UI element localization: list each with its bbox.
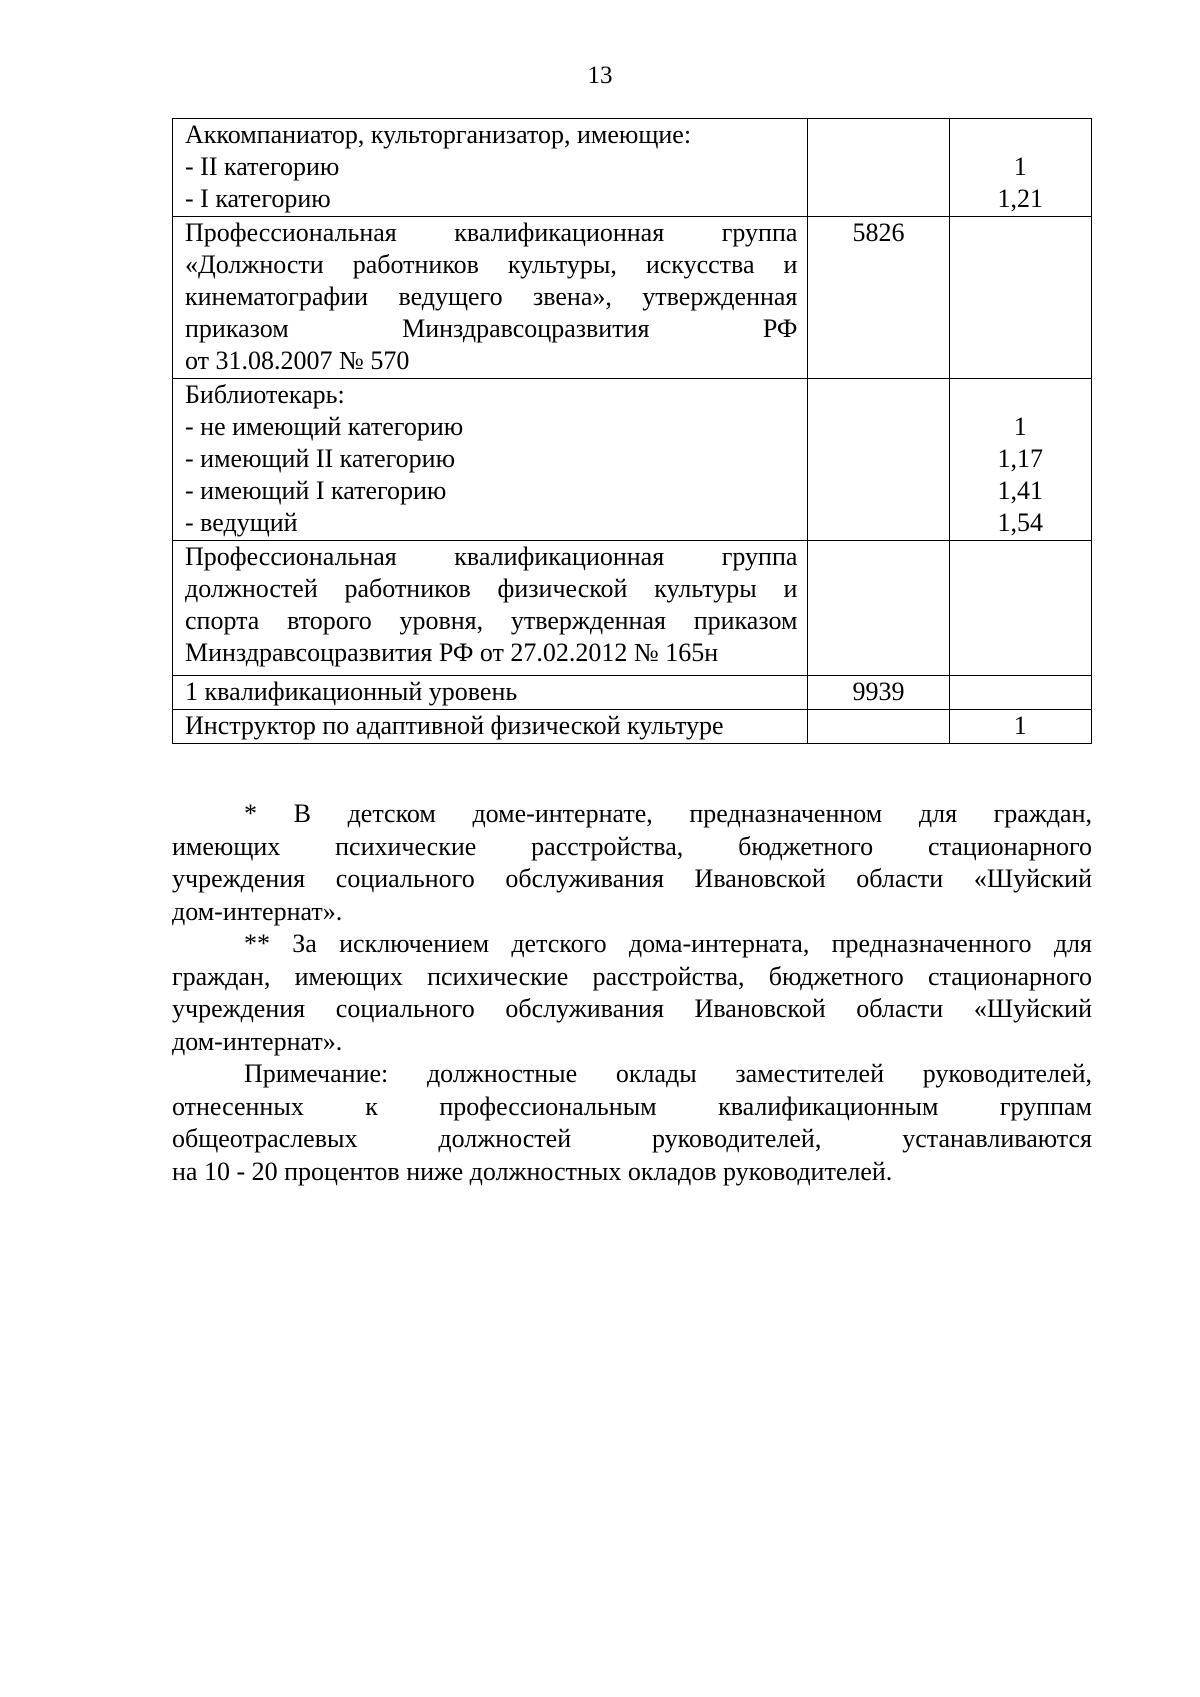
cell-line: Инструктор по адаптивной физической культуре — [185, 711, 724, 740]
salary-table — [172, 118, 1092, 744]
code-cell: 9939 — [808, 676, 949, 710]
coefficient-cell — [949, 119, 1091, 217]
cell-line: Минздравсоцразвития РФ от 27.02.2012 № 165н — [185, 638, 719, 667]
position-cell — [173, 710, 808, 744]
code-cell — [808, 119, 949, 217]
coefficient-cell — [949, 676, 1091, 710]
footnote-line: отнесенных к профессиональным квалификационным группам — [172, 1091, 1092, 1121]
position-cell — [173, 379, 808, 541]
cell-line: 1,41 — [997, 476, 1044, 505]
cell-line: Аккомпаниатор, культорганизатор, имеющие: — [185, 120, 692, 149]
position-cell — [173, 119, 808, 217]
cell-line: - I категорию — [185, 184, 331, 213]
footnotes — [172, 798, 1092, 1188]
coefficient-cell — [949, 217, 1091, 379]
cell-line: 1,54 — [997, 508, 1044, 537]
cell-line: «Должности работников культуры, искусства и — [185, 250, 798, 279]
footnote-line: граждан, имеющих психические расстройства, бюджетного стационарного — [172, 961, 1092, 991]
cell-line: 1,21 — [997, 184, 1044, 213]
group-cell — [173, 541, 808, 676]
page-number: 13 — [587, 62, 613, 89]
code-cell — [808, 541, 949, 676]
cell-line — [950, 379, 1091, 411]
footnote-line: дом-интернат». — [172, 1026, 343, 1056]
cell-line: - ведущий — [185, 508, 298, 537]
footnote-line: на 10 - 20 процентов ниже должностных окладов руководителей. — [172, 1156, 893, 1186]
cell-line: спорта второго уровня, утвержденная приказом — [185, 606, 798, 635]
table-row — [173, 710, 1092, 744]
cell-line: от 31.08.2007 № 570 — [185, 346, 410, 375]
cell-line: Профессиональная квалификационная группа — [185, 542, 798, 571]
cell-line: 1 — [1013, 412, 1027, 441]
cell-line: кинематографии ведущего звена», утвержденная — [185, 282, 798, 311]
cell-line: - не имеющий категорию — [185, 412, 464, 441]
cell-line: - II категорию — [185, 152, 340, 181]
cell-line: - имеющий I категорию — [185, 476, 447, 505]
footnote-double-asterisk — [172, 928, 1092, 1058]
footnote-line: учреждения социального обслуживания Ивановской области «Шуйский — [172, 994, 1092, 1023]
cell-line: - имеющий II категорию — [185, 444, 456, 473]
cell-line: 1 — [1013, 711, 1027, 740]
footnote-single-asterisk — [172, 798, 1092, 928]
cell-line: Библиотекарь: — [185, 380, 345, 409]
note-paragraph — [172, 1058, 1092, 1188]
cell-line: должностей работников физической культуры и — [185, 574, 798, 603]
footnote-line: имеющих психические расстройства, бюджетного стационарного — [172, 831, 1092, 861]
cell-line: 1,17 — [997, 444, 1044, 473]
footnote-line: общеотраслевых должностей руководителей, устанавливаются — [172, 1124, 1092, 1153]
coefficient-cell — [949, 710, 1091, 744]
footnote-line: * В детском доме-интернате, предназначенном для граждан, — [244, 799, 1092, 828]
code-cell: 5826 — [808, 217, 949, 379]
table-row — [173, 379, 1092, 541]
code-cell — [808, 379, 949, 541]
cell-line: 1 квалификационный уровень — [185, 677, 518, 706]
table-row — [173, 119, 1092, 217]
footnote-line: учреждения социального обслуживания Ивановской области «Шуйский — [172, 864, 1092, 893]
table-row — [173, 541, 1092, 676]
cell-line — [950, 119, 1091, 151]
footnote-line: дом-интернат». — [172, 896, 343, 926]
cell-line: Профессиональная квалификационная группа — [185, 218, 798, 247]
footnote-line: Примечание: должностные оклады заместителей руководителей, — [244, 1059, 1092, 1088]
group-cell — [173, 217, 808, 379]
cell-line: 1 — [1013, 152, 1027, 181]
code-cell — [808, 710, 949, 744]
level-cell — [173, 676, 808, 710]
coefficient-cell — [949, 541, 1091, 676]
table-row — [173, 217, 1092, 379]
cell-line: приказом Минздравсоцразвития РФ — [185, 314, 798, 343]
footnote-line: ** За исключением детского дома-интерната, предназначенного для — [244, 929, 1092, 958]
table-row — [173, 676, 1092, 710]
coefficient-cell — [949, 379, 1091, 541]
